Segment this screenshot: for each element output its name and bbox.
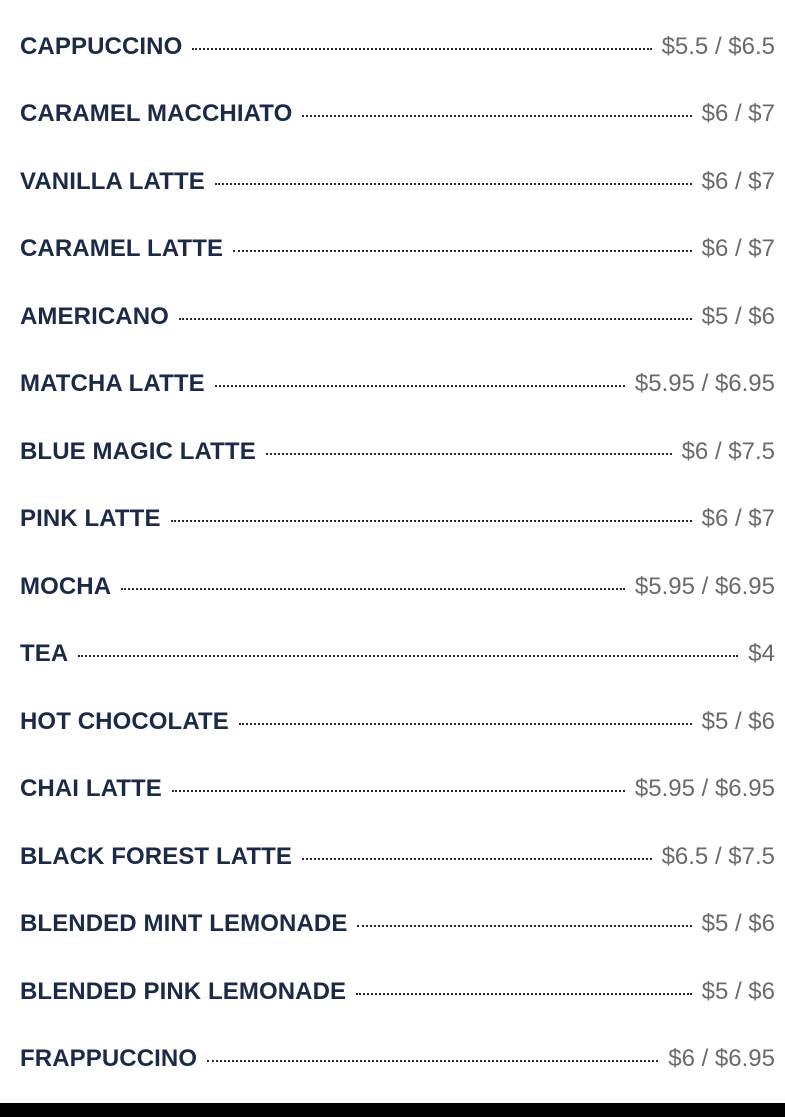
menu-item [20, 351, 775, 419]
dotted-leader [266, 453, 672, 455]
menu-item-price: $5 / $6 [701, 707, 775, 735]
dotted-leader [302, 115, 691, 117]
menu-item-name: PINK LATTE [20, 505, 161, 533]
menu-item-price: $6 / $7.5 [681, 437, 775, 465]
dotted-leader [172, 790, 625, 792]
menu-item [20, 13, 775, 81]
menu-item-price: $5.95 / $6.95 [634, 572, 775, 600]
menu-item [20, 81, 775, 149]
menu-item-price: $5.95 / $6.95 [634, 775, 775, 803]
menu-item-name: VANILLA LATTE [20, 167, 205, 195]
menu-item-name: MOCHA [20, 572, 112, 600]
menu-item-price: $6 / $7 [701, 235, 775, 263]
dotted-leader [357, 925, 691, 927]
menu-item-name: TEA [20, 640, 69, 668]
menu-item [20, 486, 775, 554]
menu-item-price: $6 / $6.95 [668, 1045, 775, 1073]
menu-item-price: $5.95 / $6.95 [634, 370, 775, 398]
menu-item [20, 418, 775, 486]
menu-item [20, 1026, 775, 1094]
menu-item-price: $5 / $6 [701, 302, 775, 330]
dotted-leader [233, 250, 692, 252]
dotted-leader [356, 993, 691, 995]
menu-item-name: BLENDED MINT LEMONADE [20, 910, 348, 938]
menu-item [20, 958, 775, 1026]
menu-item-price: $5.5 / $6.5 [661, 32, 775, 60]
menu-item-name: CAPPUCCINO [20, 32, 183, 60]
menu-item [20, 621, 775, 689]
menu-list [20, 13, 775, 1093]
dotted-leader [207, 1060, 658, 1062]
menu-item [20, 148, 775, 216]
dotted-leader [78, 655, 738, 657]
menu-item-name: HOT CHOCOLATE [20, 707, 229, 735]
menu-item-name: MATCHA LATTE [20, 370, 205, 398]
menu-item [20, 891, 775, 959]
bottom-bar [0, 1103, 785, 1117]
menu-item-price: $6.5 / $7.5 [661, 842, 775, 870]
menu-item-price: $4 [748, 640, 775, 668]
menu-item [20, 688, 775, 756]
dotted-leader [215, 183, 692, 185]
menu-item-name: CARAMEL LATTE [20, 235, 224, 263]
dotted-leader [171, 520, 692, 522]
menu-item-name: CARAMEL MACCHIATO [20, 100, 293, 128]
dotted-leader [192, 48, 651, 50]
menu-item [20, 216, 775, 284]
dotted-leader [121, 588, 625, 590]
menu-item-name: AMERICANO [20, 302, 169, 330]
menu-item-price: $5 / $6 [701, 910, 775, 938]
dotted-leader [239, 723, 692, 725]
menu-item-name: BLACK FOREST LATTE [20, 842, 292, 870]
menu-item-price: $6 / $7 [701, 100, 775, 128]
dotted-leader [215, 385, 625, 387]
dotted-leader [179, 318, 692, 320]
menu-item-name: BLENDED PINK LEMONADE [20, 977, 347, 1005]
menu-item [20, 553, 775, 621]
menu-item-name: BLUE MAGIC LATTE [20, 437, 256, 465]
menu-item [20, 756, 775, 824]
menu-item-name: CHAI LATTE [20, 775, 162, 803]
menu-item [20, 823, 775, 891]
menu-item [20, 283, 775, 351]
menu-item-price: $5 / $6 [701, 977, 775, 1005]
menu-item-price: $6 / $7 [701, 505, 775, 533]
menu-item-price: $6 / $7 [701, 167, 775, 195]
menu-item-name: FRAPPUCCINO [20, 1045, 198, 1073]
dotted-leader [302, 858, 652, 860]
